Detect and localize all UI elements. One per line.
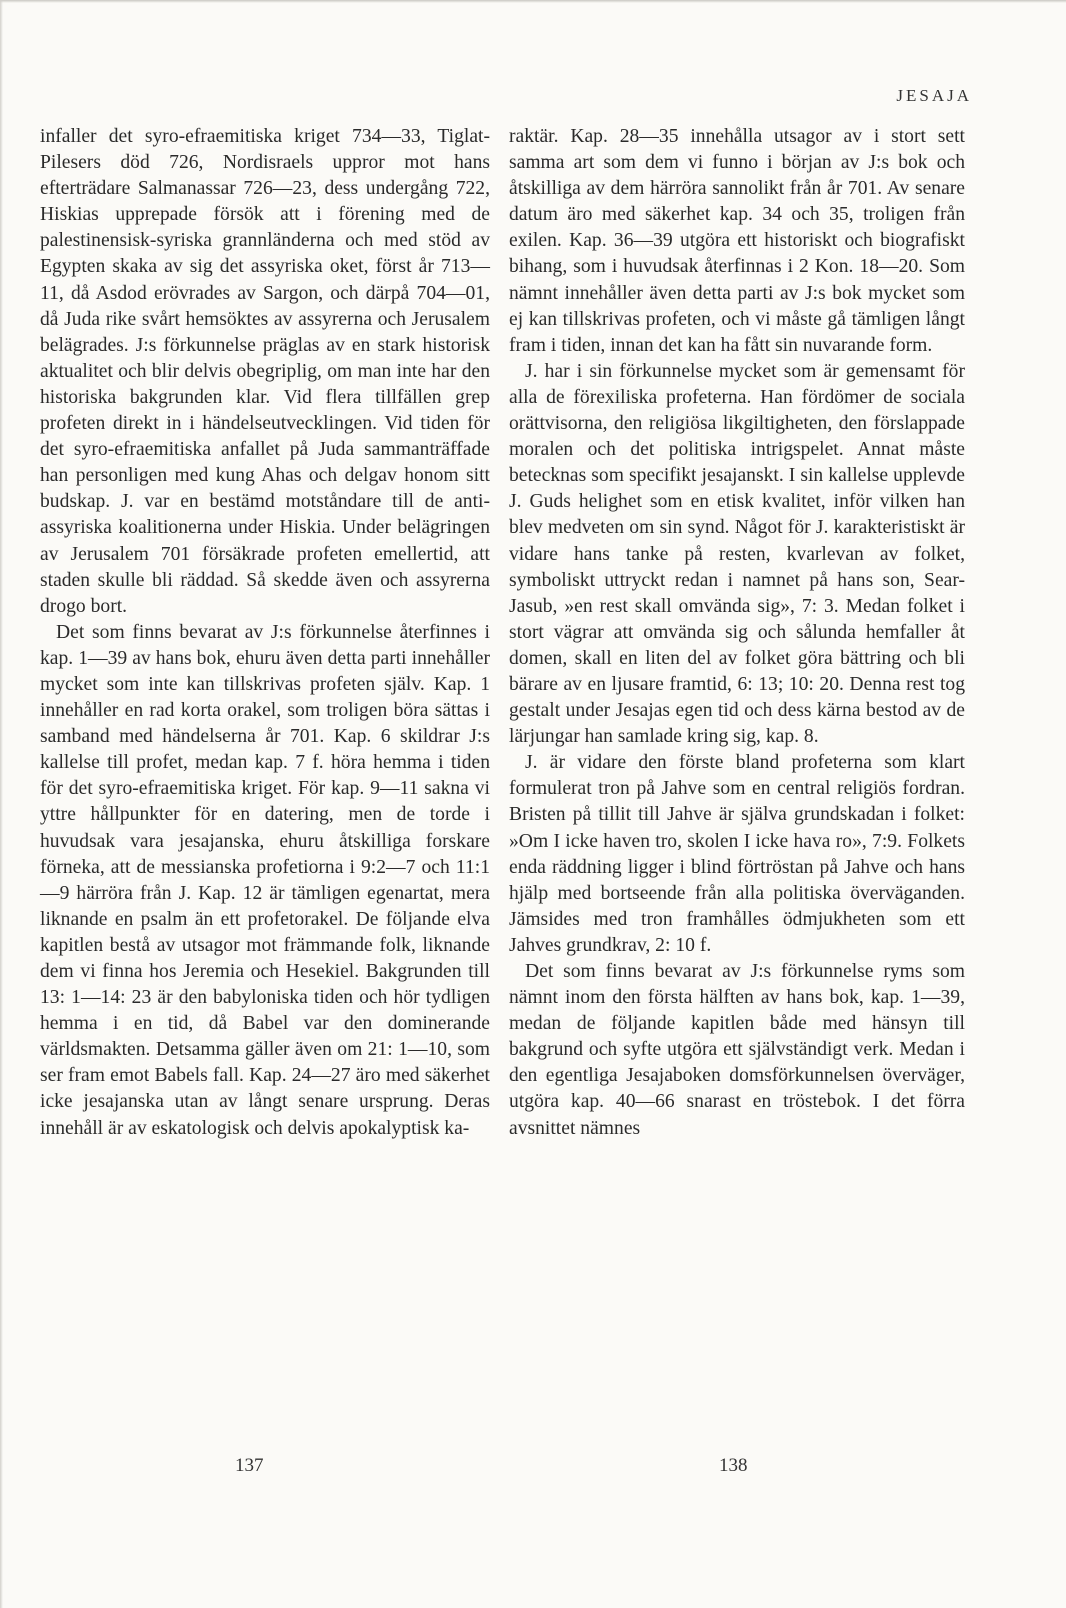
left-paragraph-1: infaller det syro-efraemitiska kriget 734—33, Tiglat-Pilesers död 726, Nordisraels uppror mot hans efterträdare Salmanassar 726—23, dess undergång 722, Hiskias upprepade försök att i förening med de palestinensisk-syriska grannländerna och med stöd av Egypten skaka av sig det assyriska oket, först år 713—11, då Asdod erövrades av Sargon, och därpå 704—01, då Juda rike svårt hemsöktes av assyrerna och Jerusalem belägrades. J:s förkunnelse präglas av en stark historisk aktualitet och blir delvis obegriplig, om man inte har den historiska bakgrunden klar. Vid flera tillfällen grep profeten direkt in i händelseutvecklingen. Vid tiden för det syro-efraemitiska anfallet på Juda sammanträffade han personligen med kung Ahas och delgav honom sitt budskap. J. var en bestämd motståndare till de anti-assyriska koalitionerna under Hiskia. Under belägringen av Jerusalem 701 försäkrade profeten emellertid, att staden skulle bli räddad. Så skedde även och assyrerna drogo bort.: [40, 126, 490, 617]
page-number-left: 137: [235, 1455, 264, 1476]
right-paragraph-2: J. har i sin förkunnelse mycket som är gemensamt för alla de förexiliska profeterna. Han fördömer de sociala orättvisorna, den religiösa likgiltigheten, den förslappade moralen och det politiska intrigspelet. Annat måste betecknas som specifikt jesajanskt. I sin kallelse upplevde J. Guds helighet som en etisk kvalitet, inför vilken han blev medveten om sin synd. Något för J. karakteristiskt är vidare hans tanke på resten, kvarlevan av folket, symboliskt uttryckt redan i namnet på hans son, Sear-Jasub, »en rest skall omvända sig», 7: 3. Medan folket i stort vägrar att omvända sig och sålunda hemfaller åt domen, skall en liten del av folket göra bättring och bli bärare av en ljusare framtid, 6: 13; 10: 20. Denna rest tog gestalt under Jesajas egen tid och dess kärna bestod av de lärjungar han samlade kring sig, kap. 8.: [509, 360, 965, 748]
left-paragraph-2: Det som finns bevarat av J:s förkunnelse återfinnes i kap. 1—39 av hans bok, ehuru även detta parti innehåller mycket som inte kan tillskrivas profeten själv. Kap. 1 innehåller en rad korta orakel, som troligen böra sättas i samband med händelserna år 701. Kap. 6 skildrar J:s kallelse till profet, medan kap. 7 f. höra hemma i tiden för det syro-efraemitiska kriget. För kap. 9—11 sakna vi yttre hållpunkter för en datering, men de torde i huvudsak vara jesajanska, ehuru åtskilliga forskare förneka, att de messianska profetiorna i 9:2—7 och 11:1—9 härröra från J. Kap. 12 är tämligen egenartat, mera liknande en psalm än ett profetorakel. De följande elva kapitlen bestå av utsagor mot främmande folk, liknande dem vi finna hos Jeremia och Hesekiel. Bakgrunden till 13: 1—14: 23 är den babyloniska tiden och hör tydligen hemma i en tid, då Babel var den dominerande världsmakten. Detsamma gäller även om 21: 1—10, som ser fram emot Babels fall. Kap. 24—27 äro med säkerhet icke jesajanska utan av långt senare ursprung. Deras innehåll är av eskatologisk och delvis apokalyptisk ka-: [40, 621, 490, 1139]
scan-edge-top: [0, 0, 1066, 3]
right-paragraph-4: Det som finns bevarat av J:s förkunnelse ryms som nämnt inom den första hälften av hans bok, kap. 1—39, medan de följande kapitlen både med hänsyn till bakgrund och syfte utgöra ett självständigt verk. Medan i den egentliga Jesajaboken domsförkunnelsen överväger, utgöra kap. 40—66 snarast en tröstebok. I det förra avsnittet nämnes: [509, 961, 965, 1139]
right-paragraph-1: raktär. Kap. 28—35 innehålla utsagor av i stort sett samma art som dem vi funno i början av J:s bok och åtskilliga av dem härröra sannolikt från år 701. Av senare datum äro med säkerhet kap. 34 och 35, troligen från exilen. Kap. 36—39 utgöra ett historiskt och biografiskt bihang, som i huvudsak återfinnas i 2 Kon. 18—20. Som nämnt innehåller även detta parti av J:s bok mycket som ej kan tillskrivas profeten, och vi måste gå tämligen långt fram i tiden, innan det kan ha fått sin nuvarande form.: [509, 126, 965, 356]
right-page-column: [509, 124, 965, 1142]
scan-edge-left: [0, 0, 3, 1608]
right-paragraph-3: J. är vidare den förste bland profeterna som klart formulerat tron på Jahve som en central religiös fordran. Bristen på tillit till Jahve är själva grundskadan i folket: »Om I icke haven tro, skolen I icke hava ro», 7:9. Folkets enda räddning ligger i blind förtröstan på Jahve och hans hjälp med bortseende från alla politiska överväganden. Jämsides med tron framhålles ödmjukheten som ett Jahves grundkrav, 2: 10 f.: [509, 752, 965, 956]
running-head: JESAJA: [896, 86, 972, 105]
left-page-column: [40, 124, 490, 1142]
page-number-right: 138: [719, 1455, 748, 1476]
